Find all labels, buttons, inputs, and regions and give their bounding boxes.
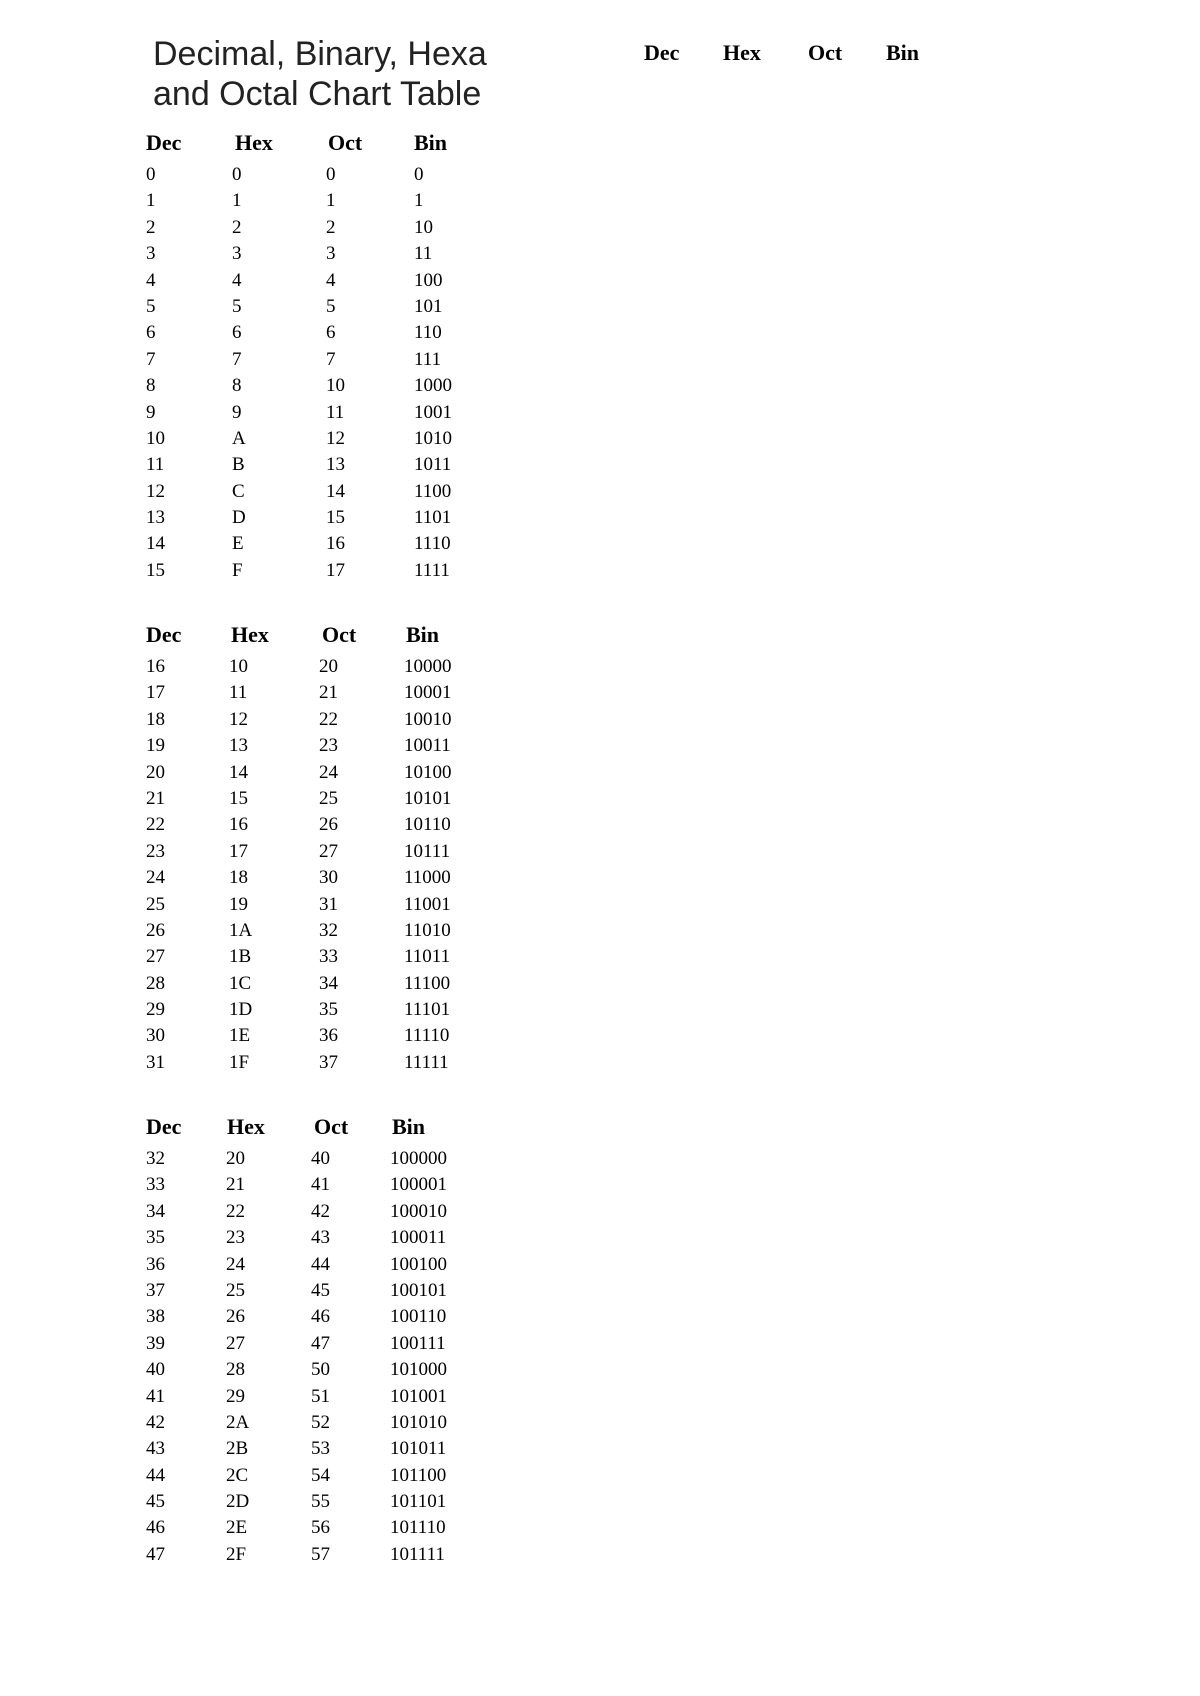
cell-hex: 2F	[226, 1543, 247, 1565]
cell-oct: 33	[319, 946, 338, 968]
cell-oct: 40	[311, 1148, 330, 1169]
cell-dec: 7	[146, 348, 156, 370]
cell-hex: 14	[229, 761, 248, 783]
cell-dec: 45	[146, 1491, 165, 1513]
header-dec: Dec	[146, 622, 182, 647]
cell-hex: 28	[226, 1359, 245, 1381]
cell-hex: 1E	[229, 1025, 251, 1047]
cell-bin: 10000	[404, 656, 452, 677]
cell-oct: 52	[311, 1411, 330, 1433]
cell-bin: 101000	[390, 1359, 447, 1381]
cell-bin: 11011	[404, 946, 451, 968]
cell-oct: 34	[319, 972, 338, 994]
cell-bin: 10010	[404, 708, 452, 730]
cell-bin: 100001	[390, 1174, 447, 1196]
cell-hex: 2C	[226, 1464, 249, 1486]
cell-dec: 42	[146, 1411, 165, 1433]
cell-dec: 19	[146, 735, 165, 757]
cell-oct: 41	[311, 1174, 330, 1196]
cell-hex: 16	[229, 814, 248, 836]
cell-oct: 24	[319, 761, 338, 783]
cell-bin: 101110	[390, 1517, 446, 1539]
cell-hex: 13	[229, 735, 248, 757]
cell-dec: 14	[146, 533, 165, 555]
cell-oct: 51	[311, 1385, 330, 1407]
cell-bin: 101011	[390, 1438, 447, 1460]
cell-bin: 1000	[414, 375, 452, 397]
header-hex: Hex	[235, 130, 273, 155]
page-title-line-1: Decimal, Binary, Hexa	[153, 35, 487, 73]
cell-dec: 6	[146, 322, 156, 344]
page-title	[153, 34, 573, 114]
cell-dec: 9	[146, 401, 156, 423]
cell-hex: 17	[229, 840, 248, 862]
header-oct: Oct	[322, 622, 357, 647]
cell-dec: 43	[146, 1438, 165, 1460]
cell-bin: 10101	[404, 787, 452, 809]
header-hex: Hex	[227, 1114, 265, 1139]
cell-dec: 15	[146, 559, 165, 581]
cell-hex: 20	[226, 1148, 245, 1169]
cell-bin: 101010	[390, 1411, 447, 1433]
cell-hex: 1A	[229, 919, 253, 941]
cell-bin: 111	[414, 348, 442, 370]
cell-hex: B	[232, 454, 245, 476]
page-title-line-2: and Octal Chart Table	[153, 75, 482, 113]
cell-dec: 11	[146, 454, 165, 476]
cell-bin: 100110	[390, 1306, 447, 1328]
cell-oct: 4	[326, 269, 336, 291]
cell-oct: 35	[319, 999, 338, 1021]
cell-dec: 0	[146, 164, 156, 185]
cell-bin: 11	[414, 243, 433, 265]
header-oct: Oct	[328, 130, 363, 155]
cell-oct: 7	[326, 348, 336, 370]
cell-dec: 30	[146, 1025, 165, 1047]
cell-dec: 41	[146, 1385, 165, 1407]
cell-bin: 1110	[414, 533, 451, 555]
cell-oct: 32	[319, 919, 338, 941]
cell-bin: 101001	[390, 1385, 447, 1407]
cell-hex: 18	[229, 867, 248, 889]
cell-bin: 1	[414, 190, 424, 212]
cell-oct: 37	[319, 1051, 338, 1073]
cell-hex: 27	[226, 1332, 245, 1354]
cell-oct: 45	[311, 1279, 330, 1301]
cell-hex: 25	[226, 1279, 245, 1301]
cell-bin: 10111	[404, 840, 451, 862]
cell-bin: 1100	[414, 480, 452, 502]
cell-bin: 0	[414, 164, 424, 185]
cell-bin: 101	[414, 295, 443, 317]
cell-dec: 27	[146, 946, 165, 968]
header-bin: Bin	[414, 130, 448, 155]
cell-bin: 101111	[390, 1543, 445, 1565]
cell-hex: 8	[232, 375, 242, 397]
cell-dec: 31	[146, 1051, 165, 1073]
cell-oct: 23	[319, 735, 338, 757]
cell-dec: 32	[146, 1148, 165, 1169]
header-dec: Dec	[644, 40, 680, 65]
cell-dec: 21	[146, 787, 165, 809]
header-bin: Bin	[406, 622, 440, 647]
cell-dec: 23	[146, 840, 165, 862]
header-bin: Bin	[886, 40, 920, 65]
cell-bin: 101100	[390, 1464, 447, 1486]
cell-bin: 11001	[404, 893, 451, 915]
cell-oct: 16	[326, 533, 345, 555]
cell-oct: 2	[326, 216, 336, 238]
cell-hex: 4	[232, 269, 242, 291]
cell-hex: 12	[229, 708, 248, 730]
cell-dec: 38	[146, 1306, 165, 1328]
cell-hex: 2E	[226, 1517, 248, 1539]
cell-bin: 100111	[390, 1332, 446, 1354]
cell-dec: 33	[146, 1174, 165, 1196]
cell-oct: 36	[319, 1025, 338, 1047]
cell-oct: 17	[326, 559, 345, 581]
cell-oct: 26	[319, 814, 338, 836]
cell-oct: 21	[319, 682, 338, 704]
cell-oct: 11	[326, 401, 345, 423]
cell-oct: 1	[326, 190, 336, 212]
header-oct: Oct	[314, 1114, 349, 1139]
header-hex: Hex	[231, 622, 269, 647]
cell-oct: 13	[326, 454, 345, 476]
cell-oct: 53	[311, 1438, 330, 1460]
cell-bin: 10	[414, 216, 433, 238]
cell-hex: 21	[226, 1174, 245, 1196]
cell-oct: 0	[326, 164, 336, 185]
cell-dec: 46	[146, 1517, 165, 1539]
cell-dec: 1	[146, 190, 156, 212]
cell-hex: 5	[232, 295, 242, 317]
header-bin: Bin	[392, 1114, 426, 1139]
cell-hex: D	[232, 507, 246, 529]
cell-hex: 1F	[229, 1051, 250, 1073]
cell-dec: 40	[146, 1359, 165, 1381]
cell-bin: 100100	[390, 1253, 447, 1275]
cell-hex: 26	[226, 1306, 245, 1328]
cell-hex: 1B	[229, 946, 252, 968]
cell-dec: 10	[146, 427, 165, 449]
cell-hex: 24	[226, 1253, 245, 1275]
cell-oct: 46	[311, 1306, 330, 1328]
cell-dec: 36	[146, 1253, 165, 1275]
cell-bin: 100010	[390, 1200, 447, 1222]
cell-oct: 3	[326, 243, 336, 265]
cell-bin: 1111	[414, 559, 450, 581]
cell-dec: 26	[146, 919, 165, 941]
cell-bin: 10110	[404, 814, 451, 836]
cell-oct: 47	[311, 1332, 330, 1354]
cell-bin: 110	[414, 322, 442, 344]
cell-hex: 9	[232, 401, 242, 423]
cell-dec: 39	[146, 1332, 165, 1354]
cell-hex: 6	[232, 322, 242, 344]
cell-hex: 29	[226, 1385, 245, 1407]
cell-oct: 50	[311, 1359, 330, 1381]
cell-bin: 100101	[390, 1279, 447, 1301]
cell-dec: 5	[146, 295, 156, 317]
cell-hex: 2B	[226, 1438, 249, 1460]
cell-hex: 1C	[229, 972, 252, 994]
cell-hex: 0	[232, 164, 242, 185]
cell-oct: 55	[311, 1491, 330, 1513]
cell-hex: 10	[229, 656, 248, 677]
cell-dec: 22	[146, 814, 165, 836]
cell-bin: 11000	[404, 867, 451, 889]
cell-oct: 27	[319, 840, 338, 862]
cell-hex: A	[232, 427, 246, 449]
cell-oct: 5	[326, 295, 336, 317]
cell-hex: 22	[226, 1200, 245, 1222]
cell-oct: 54	[311, 1464, 330, 1486]
header-dec: Dec	[146, 1114, 182, 1139]
cell-hex: C	[232, 480, 245, 502]
cell-hex: 2	[232, 216, 242, 238]
header-oct: Oct	[808, 40, 843, 65]
cell-dec: 47	[146, 1543, 165, 1565]
cell-bin: 100011	[390, 1227, 447, 1249]
cell-oct: 20	[319, 656, 338, 677]
cell-oct: 30	[319, 867, 338, 889]
cell-hex: 19	[229, 893, 248, 915]
cell-bin: 11100	[404, 972, 451, 994]
cell-oct: 10	[326, 375, 345, 397]
cell-oct: 31	[319, 893, 338, 915]
cell-dec: 20	[146, 761, 165, 783]
cell-dec: 24	[146, 867, 165, 889]
cell-bin: 11010	[404, 919, 451, 941]
cell-bin: 10001	[404, 682, 452, 704]
cell-bin: 1001	[414, 401, 452, 423]
cell-dec: 28	[146, 972, 165, 994]
cell-bin: 11111	[404, 1051, 449, 1073]
cell-bin: 100	[414, 269, 443, 291]
cell-dec: 2	[146, 216, 156, 238]
right-column-header	[644, 40, 944, 70]
cell-bin: 10011	[404, 735, 451, 757]
cell-oct: 44	[311, 1253, 330, 1275]
cell-hex: F	[232, 559, 243, 581]
cell-hex: 15	[229, 787, 248, 809]
cell-dec: 8	[146, 375, 156, 397]
cell-dec: 4	[146, 269, 156, 291]
cell-hex: 7	[232, 348, 242, 370]
cell-oct: 6	[326, 322, 336, 344]
cell-dec: 37	[146, 1279, 165, 1301]
cell-hex: E	[232, 533, 244, 555]
cell-bin: 11110	[404, 1025, 450, 1047]
cell-hex: 3	[232, 243, 242, 265]
cell-hex: 23	[226, 1227, 245, 1249]
cell-dec: 25	[146, 893, 165, 915]
cell-oct: 43	[311, 1227, 330, 1249]
cell-hex: 2D	[226, 1491, 250, 1513]
cell-hex: 1D	[229, 999, 253, 1021]
cell-dec: 16	[146, 656, 165, 677]
header-hex: Hex	[723, 40, 761, 65]
cell-dec: 12	[146, 480, 165, 502]
cell-bin: 11101	[404, 999, 451, 1021]
cell-bin: 1010	[414, 427, 452, 449]
cell-bin: 101101	[390, 1491, 447, 1513]
cell-dec: 13	[146, 507, 165, 529]
cell-oct: 25	[319, 787, 338, 809]
cell-oct: 14	[326, 480, 345, 502]
cell-hex: 11	[229, 682, 248, 704]
cell-oct: 42	[311, 1200, 330, 1222]
cell-bin: 100000	[390, 1148, 447, 1169]
header-dec: Dec	[146, 130, 182, 155]
cell-oct: 22	[319, 708, 338, 730]
cell-oct: 57	[311, 1543, 330, 1565]
cell-dec: 17	[146, 682, 165, 704]
cell-oct: 15	[326, 507, 345, 529]
cell-bin: 10100	[404, 761, 452, 783]
cell-bin: 1011	[414, 454, 452, 476]
cell-dec: 29	[146, 999, 165, 1021]
cell-bin: 1101	[414, 507, 452, 529]
cell-oct: 12	[326, 427, 345, 449]
cell-oct: 56	[311, 1517, 330, 1539]
cell-hex: 1	[232, 190, 242, 212]
cell-dec: 44	[146, 1464, 165, 1486]
cell-dec: 3	[146, 243, 156, 265]
cell-dec: 34	[146, 1200, 165, 1222]
cell-dec: 35	[146, 1227, 165, 1249]
cell-dec: 18	[146, 708, 165, 730]
cell-hex: 2A	[226, 1411, 250, 1433]
